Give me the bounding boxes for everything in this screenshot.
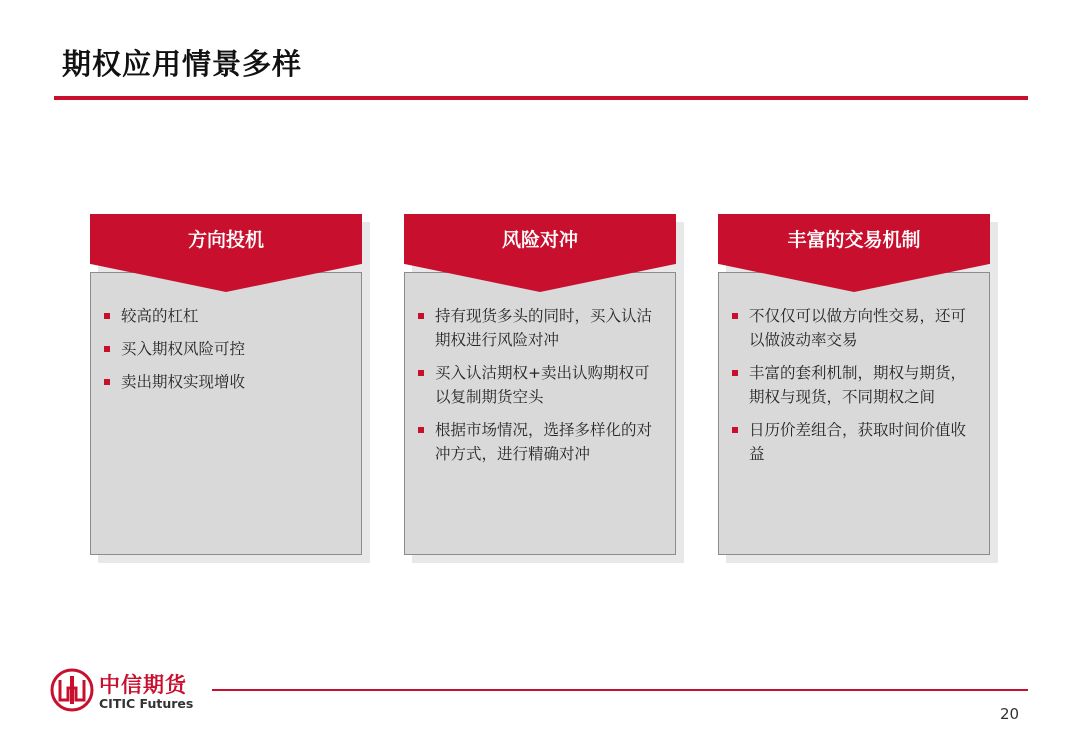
list-item-text: 买入认沽期权+卖出认购期权可以复制期货空头	[435, 364, 650, 406]
citic-logo-icon	[50, 668, 94, 712]
citic-futures-logo	[50, 668, 210, 716]
list-item	[418, 418, 662, 466]
logo-name-en: CITIC Futures	[99, 696, 194, 711]
list-item-text: 丰富的套利机制，期权与期货，期权与现货，不同期权之间	[749, 364, 967, 406]
page-title: 期权应用情景多样	[62, 47, 303, 81]
list-item-text: 日历价差组合，获取时间价值收益	[749, 421, 967, 463]
footer-divider	[212, 689, 1028, 691]
list-item	[732, 361, 976, 409]
list-item	[418, 304, 662, 352]
list-item-text: 持有现货多头的同时，买入认沽期权进行风险对冲	[435, 307, 653, 349]
bullet-list	[418, 304, 662, 475]
title-divider	[54, 96, 1028, 100]
bullet-icon	[104, 379, 110, 385]
card-risk-hedging	[404, 214, 676, 555]
bullet-icon	[732, 427, 738, 433]
card-direction-speculation	[90, 214, 362, 555]
bullet-icon	[104, 346, 110, 352]
card-trading-mechanisms	[718, 214, 990, 555]
list-item-text: 卖出期权实现增收	[121, 373, 246, 391]
bullet-icon	[732, 370, 738, 376]
bullet-icon	[732, 313, 738, 319]
card-header-label: 方向投机	[187, 229, 264, 251]
list-item-text: 较高的杠杠	[121, 307, 199, 325]
page-number: 20	[1000, 705, 1020, 723]
logo-name-cn: 中信期货	[99, 673, 187, 697]
bullet-icon	[104, 313, 110, 319]
list-item	[104, 304, 348, 328]
list-item	[418, 361, 662, 409]
card-header-label: 风险对冲	[501, 229, 578, 251]
list-item-text: 不仅仅可以做方向性交易，还可以做波动率交易	[749, 307, 967, 349]
list-item	[732, 304, 976, 352]
bullet-icon	[418, 370, 424, 376]
card-header-label: 丰富的交易机制	[787, 229, 921, 251]
list-item	[104, 337, 348, 361]
list-item-text: 买入期权风险可控	[121, 340, 246, 358]
list-item	[732, 418, 976, 466]
bullet-list	[104, 304, 348, 403]
bullet-icon	[418, 427, 424, 433]
list-item-text: 根据市场情况，选择多样化的对冲方式，进行精确对冲	[435, 421, 653, 463]
bullet-list	[732, 304, 976, 475]
list-item	[104, 370, 348, 394]
bullet-icon	[418, 313, 424, 319]
